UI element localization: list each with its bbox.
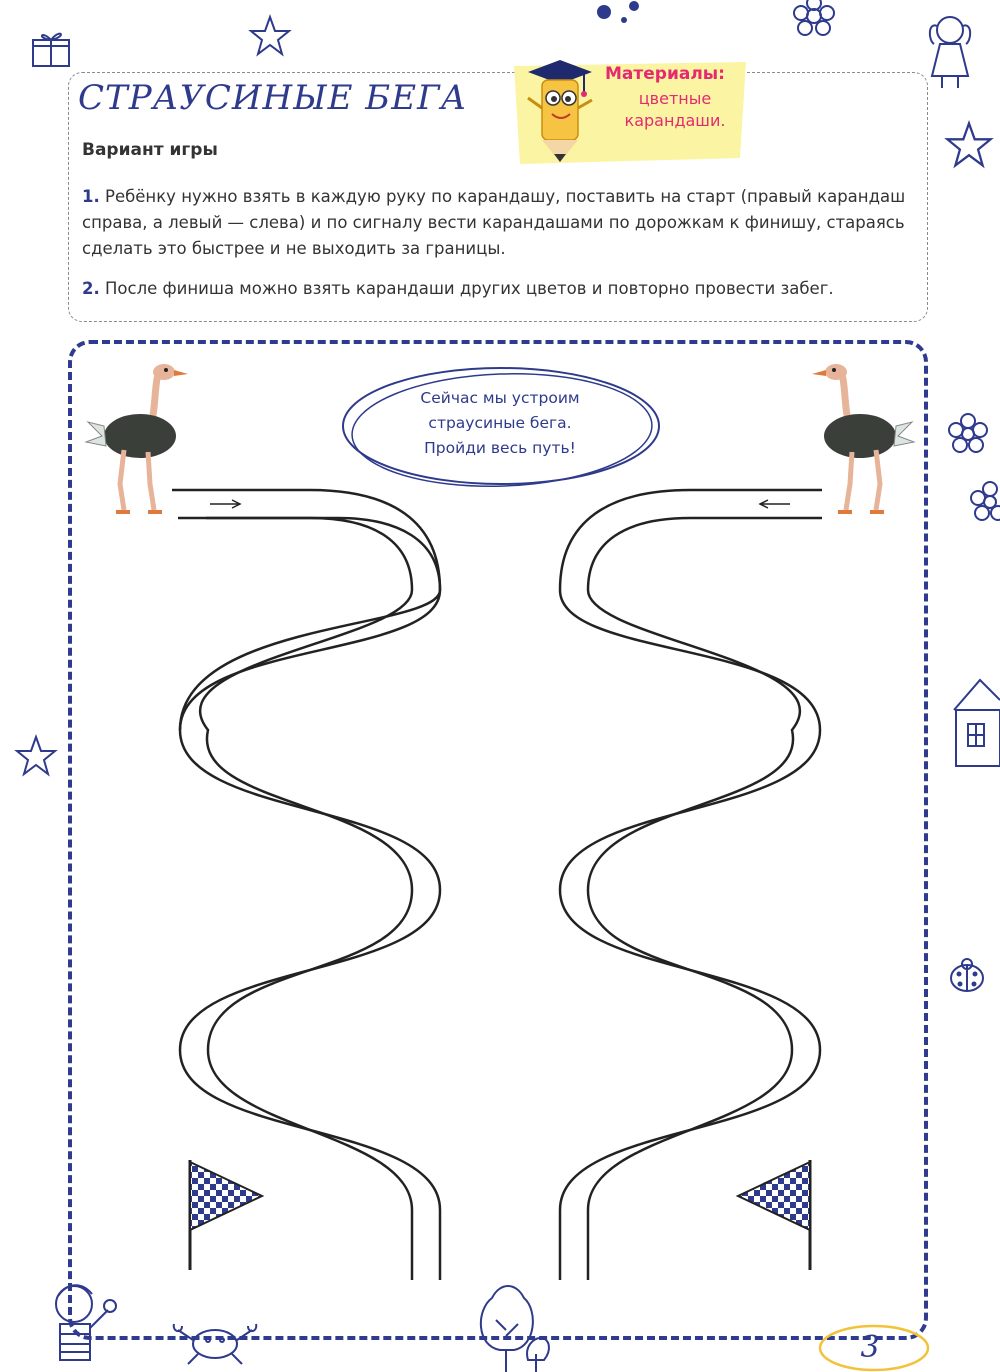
step-text: После финиша можно взять карандаши других цветов и повторно провести забег.	[105, 279, 834, 298]
girl-doodle-icon	[918, 10, 982, 90]
checkered-flag-icon	[730, 1154, 820, 1274]
star-icon	[14, 734, 58, 778]
instruction-step	[82, 276, 922, 302]
page-title: СТРАУСИНЫЕ БЕГА	[78, 78, 468, 118]
star-icon	[944, 120, 994, 170]
house-icon	[950, 670, 1000, 770]
instruction-step	[82, 184, 922, 262]
bubble-text	[380, 386, 620, 461]
step-number: 2.	[82, 279, 100, 298]
pencil-mascot-icon	[514, 58, 600, 166]
ink-dots-icon	[590, 0, 650, 30]
ladybug-icon	[944, 954, 990, 996]
star-icon	[248, 14, 292, 58]
step-number: 1.	[82, 187, 100, 206]
bubble-line: страусиные бега.	[428, 414, 572, 432]
materials-title: Материалы:	[605, 64, 725, 84]
flower-icon	[966, 478, 1000, 526]
instruction-steps	[82, 184, 922, 302]
variant-heading: Вариант игры	[82, 140, 218, 160]
page-number: 3	[860, 1330, 880, 1365]
bubble-line: Сейчас мы устроим	[420, 389, 580, 407]
step-text: Ребёнку нужно взять в каждую руку по карандашу, поставить на старт (правый карандаш справа, а левый — слева) и по сигналу вести карандашами по дорожкам к финишу, стараясь сделать это быстрее и не выходить за границы.	[82, 187, 906, 258]
gift-icon	[28, 22, 78, 72]
bubble-line: Пройди весь путь!	[424, 439, 576, 457]
materials-text: цветные карандаши.	[624, 89, 726, 130]
checkered-flag-icon	[180, 1154, 270, 1274]
materials-note	[510, 58, 750, 166]
flower-icon	[944, 410, 992, 458]
flower-icon	[786, 0, 842, 44]
